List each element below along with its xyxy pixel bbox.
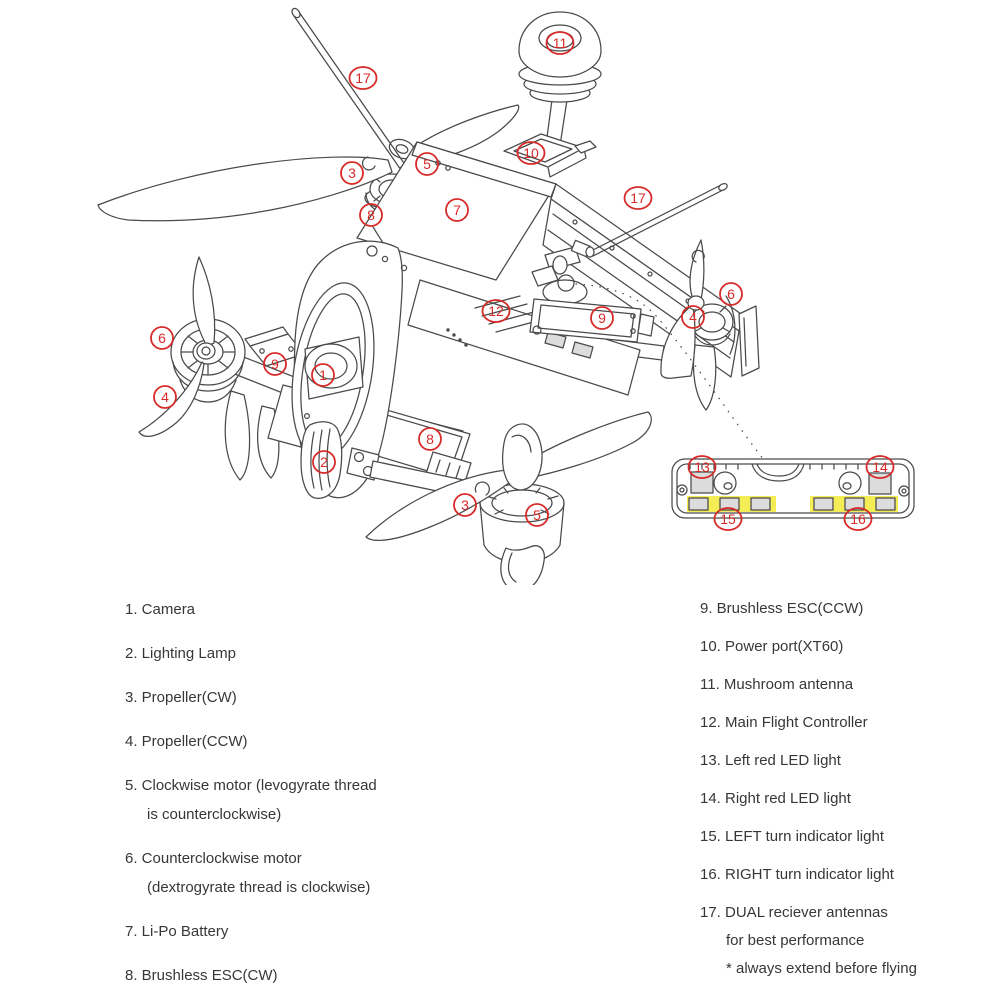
legend-item [125, 844, 565, 902]
legend-line: 15. LEFT turn indicator light [700, 828, 884, 845]
legend-item [700, 709, 995, 737]
svg-text:1: 1 [319, 367, 327, 383]
svg-text:9: 9 [598, 310, 606, 326]
legend-line: 6. Counterclockwise motor [125, 850, 302, 867]
callout-15 [715, 508, 742, 530]
legend-item [125, 727, 565, 756]
legend-item [700, 899, 995, 983]
legend-item [125, 917, 565, 946]
legend-item [700, 671, 995, 699]
legend-line: 13. Left red LED light [700, 752, 841, 769]
legend-line: 16. RIGHT turn indicator light [700, 866, 894, 883]
legend-item [125, 683, 565, 712]
legend-item [700, 785, 995, 813]
callout-4 [154, 386, 176, 408]
legend-item [700, 823, 995, 851]
legend-line: 14. Right red LED light [700, 790, 851, 807]
legend-line: 7. Li-Po Battery [125, 923, 229, 940]
left-assembly [139, 257, 312, 480]
svg-text:6: 6 [727, 286, 735, 302]
svg-text:4: 4 [161, 389, 169, 405]
legend-line: 10. Power port(XT60) [700, 638, 844, 655]
legend-line: is counterclockwise) [147, 806, 282, 823]
svg-text:3: 3 [461, 497, 469, 513]
callout-17 [625, 187, 652, 209]
landing-leg-right [693, 345, 715, 410]
svg-text:5: 5 [423, 156, 431, 172]
legend-item [700, 861, 995, 889]
svg-text:3: 3 [348, 165, 356, 181]
legend-line: 2. Lighting Lamp [125, 645, 236, 662]
svg-text:10: 10 [523, 145, 539, 161]
svg-text:17: 17 [630, 190, 646, 206]
callout-16 [845, 508, 872, 530]
legend-item [125, 771, 565, 829]
legend-line: 5. Clockwise motor (levogyrate thread [125, 777, 377, 794]
legend-item [125, 961, 565, 990]
mushroom-antenna [519, 12, 601, 152]
svg-text:15: 15 [720, 511, 736, 527]
legend-line: (dextrogyrate thread is clockwise) [147, 879, 371, 896]
svg-text:14: 14 [872, 459, 888, 475]
landing-foot-bottom [501, 546, 545, 585]
svg-text:13: 13 [694, 459, 710, 475]
landing-leg-left [225, 391, 249, 480]
callout-6 [151, 327, 173, 349]
legend-column-left [125, 595, 565, 1000]
legend-line: for best performance [726, 932, 865, 949]
svg-text:6: 6 [158, 330, 166, 346]
svg-text:7: 7 [453, 202, 461, 218]
legend-item [700, 633, 995, 661]
legend-line: 1. Camera [125, 601, 196, 618]
callout-6 [720, 283, 742, 305]
svg-text:2: 2 [320, 454, 328, 470]
svg-text:5: 5 [533, 507, 541, 523]
svg-text:8: 8 [367, 207, 375, 223]
legend-line: 9. Brushless ESC(CCW) [700, 600, 864, 617]
legend-item [700, 747, 995, 775]
callout-17 [350, 67, 377, 89]
legend-item [125, 639, 565, 668]
legend-item [125, 595, 565, 624]
svg-text:11: 11 [552, 35, 568, 51]
legend-line: 8. Brushless ESC(CW) [125, 967, 278, 984]
svg-text:16: 16 [850, 511, 866, 527]
svg-text:4: 4 [689, 309, 697, 325]
legend-line: 17. DUAL reciever antennas [700, 904, 888, 921]
svg-text:8: 8 [426, 431, 434, 447]
svg-text:9: 9 [271, 356, 279, 372]
legend-line: 4. Propeller(CCW) [125, 733, 248, 750]
legend-line: 11. Mushroom antenna [700, 676, 854, 693]
legend-column-right [700, 595, 995, 993]
legend-line: 12. Main Flight Controller [700, 714, 868, 731]
legend-line: * always extend before flying [726, 960, 917, 977]
legend-line: 3. Propeller(CW) [125, 689, 237, 706]
svg-text:12: 12 [488, 303, 504, 319]
svg-text:17: 17 [355, 70, 371, 86]
legend-item [700, 595, 995, 623]
